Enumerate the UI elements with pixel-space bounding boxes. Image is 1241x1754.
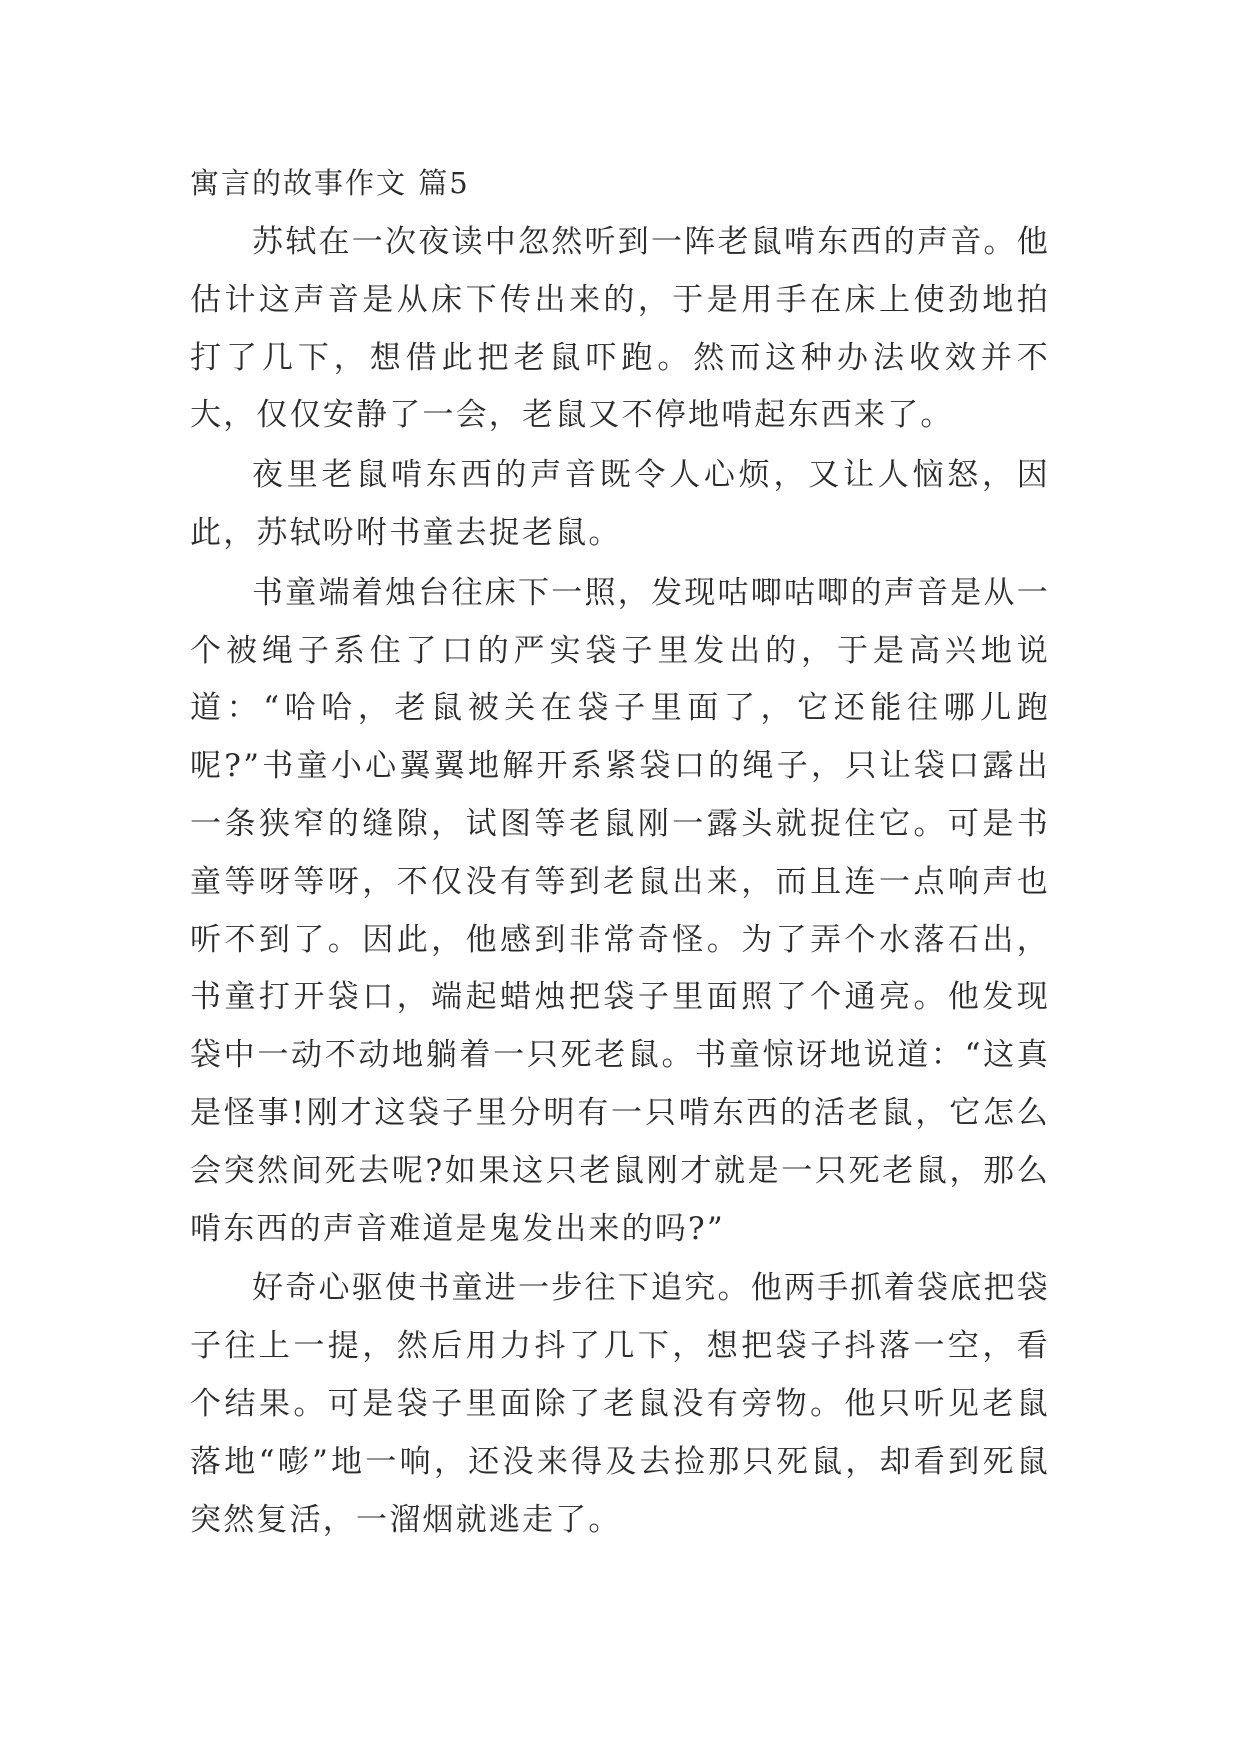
document-body bbox=[190, 164, 1050, 1551]
paragraph-1: 苏轼在一次夜读中忽然听到一阵老鼠啃东西的声音。他估计这声音是从床下传出来的，于是用手在床上使劲地拍打了几下，想借此把老鼠吓跑。然而这种办法收效并不大，仅仅安静了一会，老鼠又不停地啃起东西来了。 bbox=[190, 224, 1050, 434]
paragraph-4: 好奇心驱使书童进一步往下追究。他两手抓着袋底把袋子往上一提，然后用力抖了几下，想把袋子抖落一空，看个结果。可是袋子里面除了老鼠没有旁物。他只听见老鼠落地“嘭”地一响，还没来得及去捡那只死鼠，却看到死鼠突然复活，一溜烟就逃走了。 bbox=[190, 1270, 1050, 1538]
document-title: 寓言的故事作文 篇5 bbox=[190, 166, 470, 200]
paragraph-2: 夜里老鼠啃东西的声音既令人心烦，又让人恼怒，因此，苏轼吩咐书童去捉老鼠。 bbox=[190, 457, 1050, 551]
paragraph-3: 书童端着烛台往床下一照，发现咕唧咕唧的声音是从一个被绳子系住了口的严实袋子里发出的，于是高兴地说道：“哈哈，老鼠被关在袋子里面了，它还能往哪儿跑呢?”书童小心翼翼地解开系紧袋口的绳子，只让袋口露出一条狭窄的缝隙，试图等老鼠刚一露头就捉住它。可是书童等呀等呀，不仅没有等到老鼠出来，而且连一点响声也听不到了。因此，他感到非常奇怪。为了弄个水落石出，书童打开袋口，端起蜡烛把袋子里面照了个通亮。他发现袋中一动不动地躺着一只死老鼠。书童惊讶地说道：“这真是怪事!刚才这袋子里分明有一只啃东西的活老鼠，它怎么会突然间死去呢?如果这只老鼠刚才就是一只死老鼠，那么啃东西的声音难道是鬼发出来的吗?” bbox=[190, 574, 1050, 1247]
